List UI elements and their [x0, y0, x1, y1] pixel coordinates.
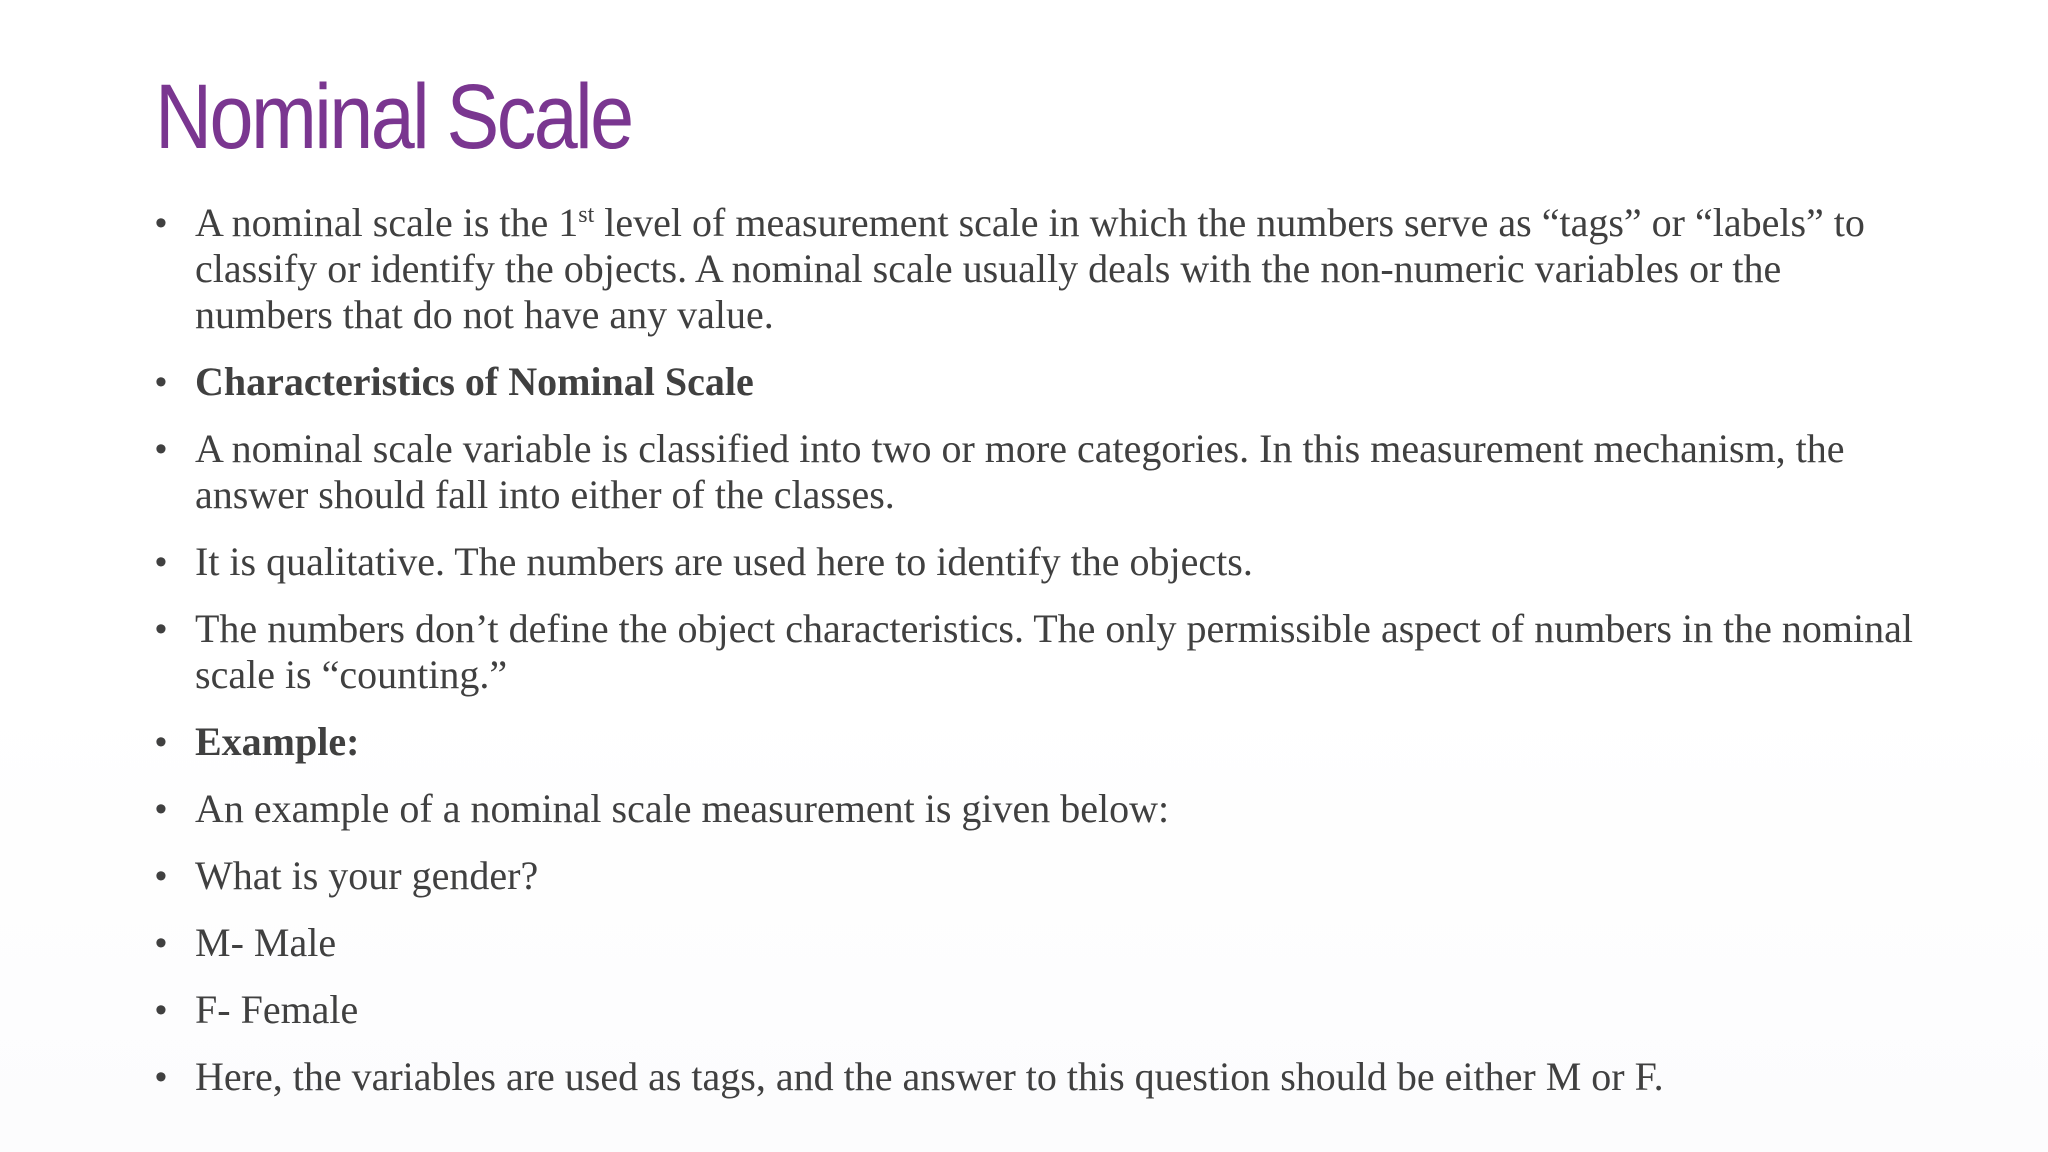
bullet-text [195, 200, 1865, 337]
bullet-icon: • [155, 991, 167, 1029]
bullet-text-part: A nominal scale is the 1 [195, 200, 579, 245]
bullet-icon: • [155, 924, 167, 962]
bullet-item [155, 426, 1915, 518]
bullet-icon: • [155, 610, 167, 648]
bullet-text: It is qualitative. The numbers are used here to identify the objects. [195, 539, 1253, 584]
bullet-text: A nominal scale variable is classified into two or more categories. In this measurement mechanism, the answer should fall into either of the classes. [195, 426, 1845, 517]
bullet-text: Here, the variables are used as tags, and the answer to this question should be either M or F. [195, 1054, 1664, 1099]
bullet-item [155, 719, 1915, 765]
bullet-icon: • [155, 857, 167, 895]
bullet-list [155, 200, 1915, 1121]
bullet-icon: • [155, 543, 167, 581]
bullet-item [155, 920, 1915, 966]
bullet-item [155, 853, 1915, 899]
bullet-item [155, 359, 1915, 405]
bullet-item [155, 200, 1915, 338]
bullet-icon: • [155, 363, 167, 401]
superscript: st [578, 202, 595, 228]
bullet-item [155, 1054, 1915, 1100]
bullet-text: M- Male [195, 920, 337, 965]
bullet-icon: • [155, 1058, 167, 1096]
bullet-text: Example: [195, 719, 360, 764]
bullet-text: F- Female [195, 987, 359, 1032]
bullet-text-part: level of measurement scale in which the numbers serve as “tags” or “labels” to classify or identify the objects. A nominal scale usually deals with the non-numeric variables or the numbers that do not have any value. [195, 200, 1865, 337]
bullet-item [155, 539, 1915, 585]
bullet-text: The numbers don’t define the object characteristics. The only permissible aspect of numbers in the nominal scale is “counting.” [195, 606, 1914, 697]
bullet-icon: • [155, 723, 167, 761]
bullet-icon: • [155, 430, 167, 468]
bullet-item [155, 987, 1915, 1033]
bullet-icon: • [155, 790, 167, 828]
bullet-item [155, 786, 1915, 832]
bullet-text: An example of a nominal scale measurement is given below: [195, 786, 1170, 831]
bullet-text: What is your gender? [195, 853, 539, 898]
bullet-item [155, 606, 1915, 698]
bullet-text: Characteristics of Nominal Scale [195, 359, 754, 404]
bullet-icon: • [155, 204, 167, 242]
slide-title: Nominal Scale [155, 66, 632, 168]
